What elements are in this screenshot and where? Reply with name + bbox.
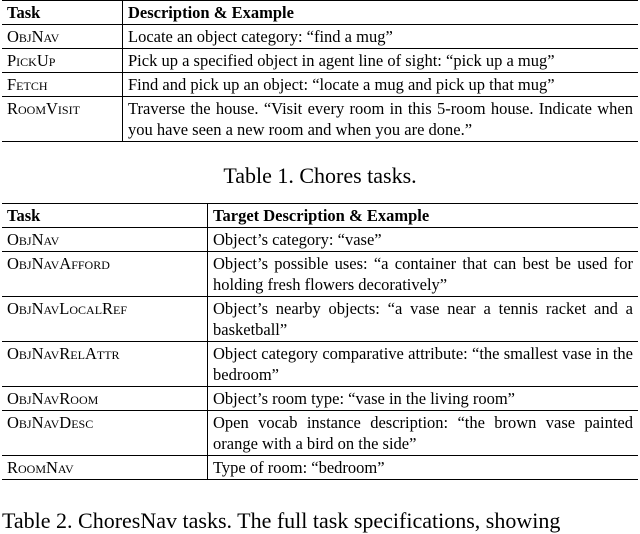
table-row [2,342,638,387]
table1-caption: Table 1. Chores tasks. [223,163,417,188]
task-description: Open vocab instance description: “the brown vase painted orange with a bird on the side” [208,411,639,456]
description-column-header: Description & Example [123,1,639,25]
table2-caption: Table 2. ChoresNav tasks. The full task specifications, showing [2,508,561,533]
task-description: Type of room: “bedroom” [208,456,639,480]
task-column-header: Task [2,1,123,25]
table-header-row [2,1,638,25]
task-description: Object’s category: “vase” [208,228,639,252]
table-row [2,411,638,456]
task-description: Object’s possible uses: “a container that can best be used for holding fresh flowers decoratively” [208,252,639,297]
task-name: ObjNavLocalRef [2,297,208,342]
task-name: ObjNavAfford [2,252,208,297]
task-description: Locate an object category: “find a mug” [123,25,639,49]
task-description: Traverse the house. “Visit every room in this 5-room house. Indicate when you have seen a new room and when you are done.” [123,97,639,142]
task-name: RoomVisit [2,97,123,142]
target-description-column-header: Target Description & Example [208,204,639,228]
table-row [2,49,638,73]
task-name: ObjNav [2,228,208,252]
table-header-row [2,204,638,228]
table-row [2,456,638,480]
task-description: Pick up a specified object in agent line of sight: “pick up a mug” [123,49,639,73]
task-column-header: Task [2,204,208,228]
choresnav-tasks-table [2,203,638,480]
task-description: Object’s room type: “vase in the living room” [208,387,639,411]
task-description: Object’s nearby objects: “a vase near a tennis racket and a basketball” [208,297,639,342]
task-name: ObjNavDesc [2,411,208,456]
task-description: Find and pick up an object: “locate a mug and pick up that mug” [123,73,639,97]
table-row [2,297,638,342]
task-name: Fetch [2,73,123,97]
chores-tasks-table [2,0,638,142]
table-row [2,252,638,297]
table-row [2,25,638,49]
task-name: RoomNav [2,456,208,480]
task-name: PickUp [2,49,123,73]
table-row [2,228,638,252]
table-row [2,97,638,142]
table-row [2,73,638,97]
table-row [2,387,638,411]
task-description: Object category comparative attribute: “the smallest vase in the bedroom” [208,342,639,387]
task-name: ObjNavRelAttr [2,342,208,387]
task-name: ObjNav [2,25,123,49]
task-name: ObjNavRoom [2,387,208,411]
